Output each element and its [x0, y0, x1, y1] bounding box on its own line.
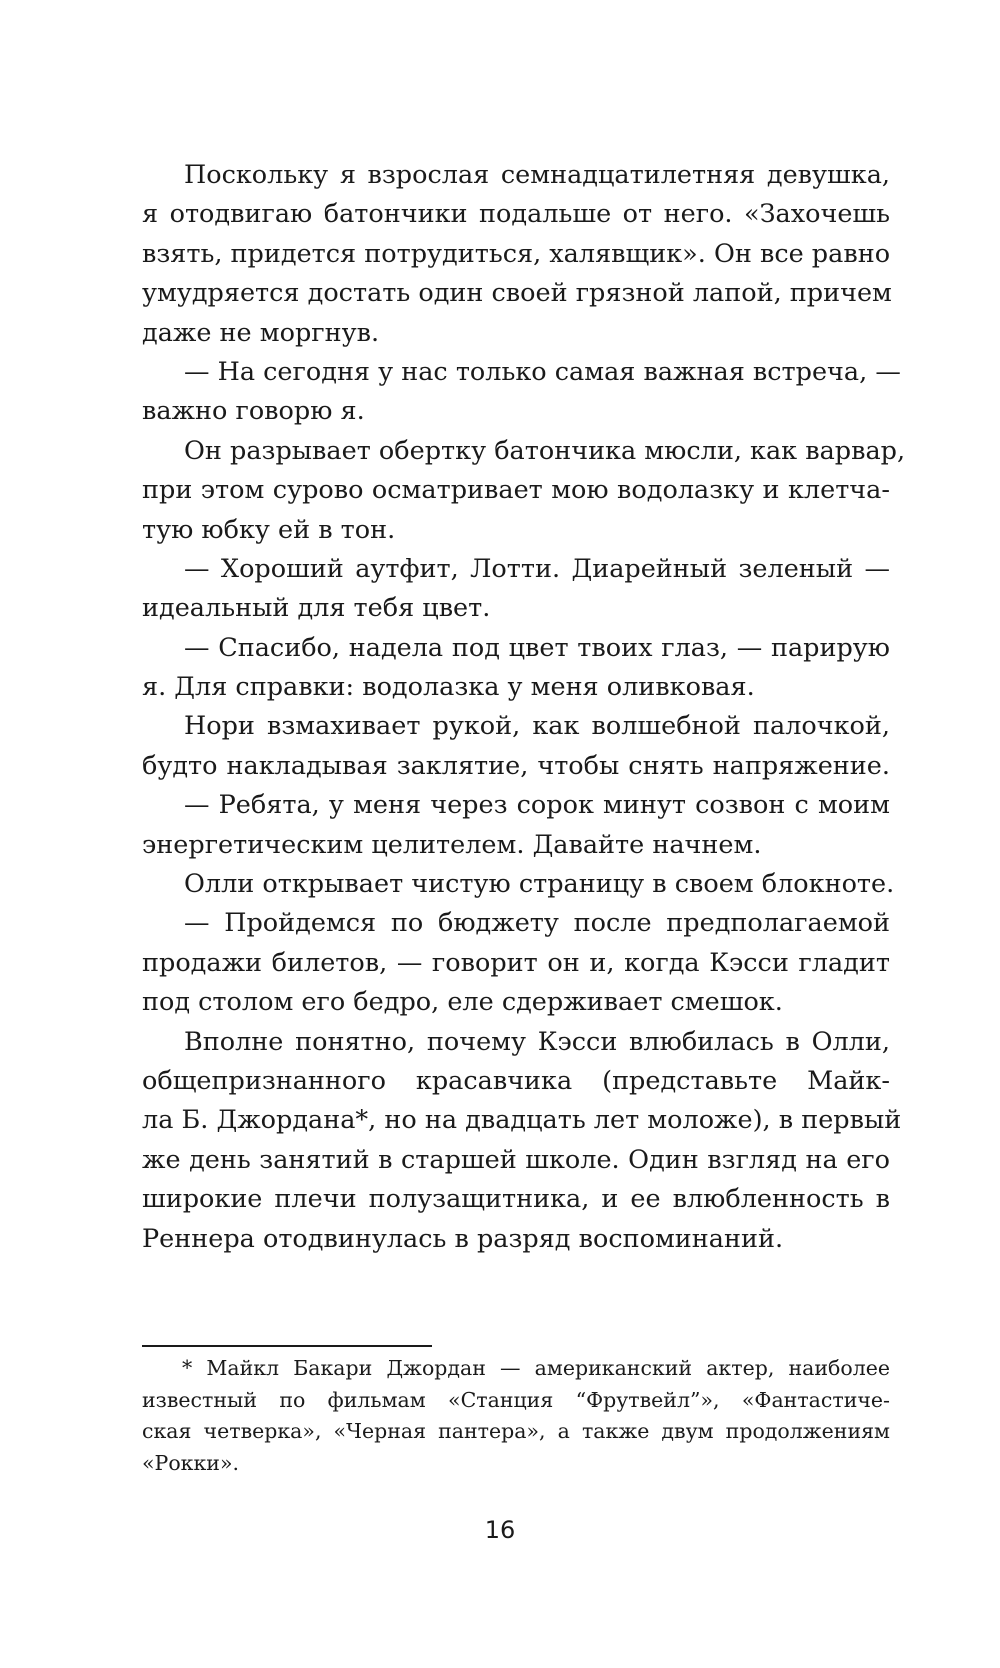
text-line: я отодвигаю батончики подальше от него. «Захочешь	[142, 199, 890, 230]
text-line: взять, придется потрудиться, халявщик». Он все равно	[142, 238, 891, 269]
text-line: умудряется достать один своей грязной лапой, причем	[142, 278, 892, 309]
footnote-line: «Рокки».	[142, 1450, 240, 1475]
text-line: продажи билетов, — говорит он и, когда Кэсси гладит	[142, 947, 890, 978]
text-line: Поскольку я взрослая семнадцатилетняя девушка,	[184, 160, 890, 190]
text-line: — Ребята, у меня через сорок минут созвон с моим	[184, 790, 890, 821]
text-line: — Спасибо, надела под цвет твоих глаз, — парирую	[184, 632, 890, 663]
text-line: я. Для справки: водолазка у меня оливковая.	[142, 672, 755, 703]
text-line: будто накладывая заклятие, чтобы снять напряжение.	[142, 750, 890, 781]
text-line: под столом его бедро, еле сдерживает смешок.	[142, 987, 783, 1018]
text-line: Олли открывает чистую страницу в своем блокноте.	[184, 869, 895, 900]
footnote-line: ская четверка», «Черная пантера», а также двум продолжениям	[142, 1419, 890, 1443]
text-line: идеальный для тебя цвет.	[142, 593, 491, 624]
main-text	[142, 156, 906, 1259]
text-line: Он разрывает обертку батончика мюсли, как варвар,	[184, 435, 906, 466]
text-line: ла Б. Джордана*, но на двадцать лет моложе), в первый	[142, 1105, 902, 1136]
text-line: Вполне понятно, почему Кэсси влюбилась в Олли,	[184, 1026, 890, 1057]
text-line: Реннера отодвинулась в разряд воспоминаний.	[142, 1223, 784, 1254]
text-line: же день занятий в старшей школе. Один взгляд на его	[142, 1144, 890, 1175]
text-line: широкие плечи полузащитника, и ее влюбленность в	[142, 1184, 890, 1215]
text-line: энергетическим целителем. Давайте начнем.	[142, 829, 762, 860]
text-line: — Пройдемся по бюджету после предполагаемой	[184, 908, 890, 939]
text-line: общепризнанного красавчика (представьте Майк-	[142, 1065, 890, 1096]
footnote	[142, 1353, 890, 1479]
text-line: при этом сурово осматривает мою водолазку и клетча-	[142, 475, 890, 506]
text-line: тую юбку ей в тон.	[142, 514, 396, 545]
text-line: важно говорю я.	[142, 396, 365, 427]
footnote-line: известный по фильмам «Станция “Фрутвейл”», «Фантастиче-	[142, 1387, 890, 1412]
text-line: — На сегодня у нас только самая важная встреча, —	[184, 356, 901, 387]
text-line: — Хороший аутфит, Лотти. Диарейный зеленый —	[184, 553, 890, 584]
text-line: Нори взмахивает рукой, как волшебной палочкой,	[184, 711, 890, 742]
page-number: 16	[484, 1516, 516, 1544]
text-line: даже не моргнув.	[142, 317, 380, 348]
footnote-divider	[142, 1345, 432, 1347]
footnote-line: * Майкл Бакари Джордан — американский актер, наиболее	[182, 1356, 890, 1380]
